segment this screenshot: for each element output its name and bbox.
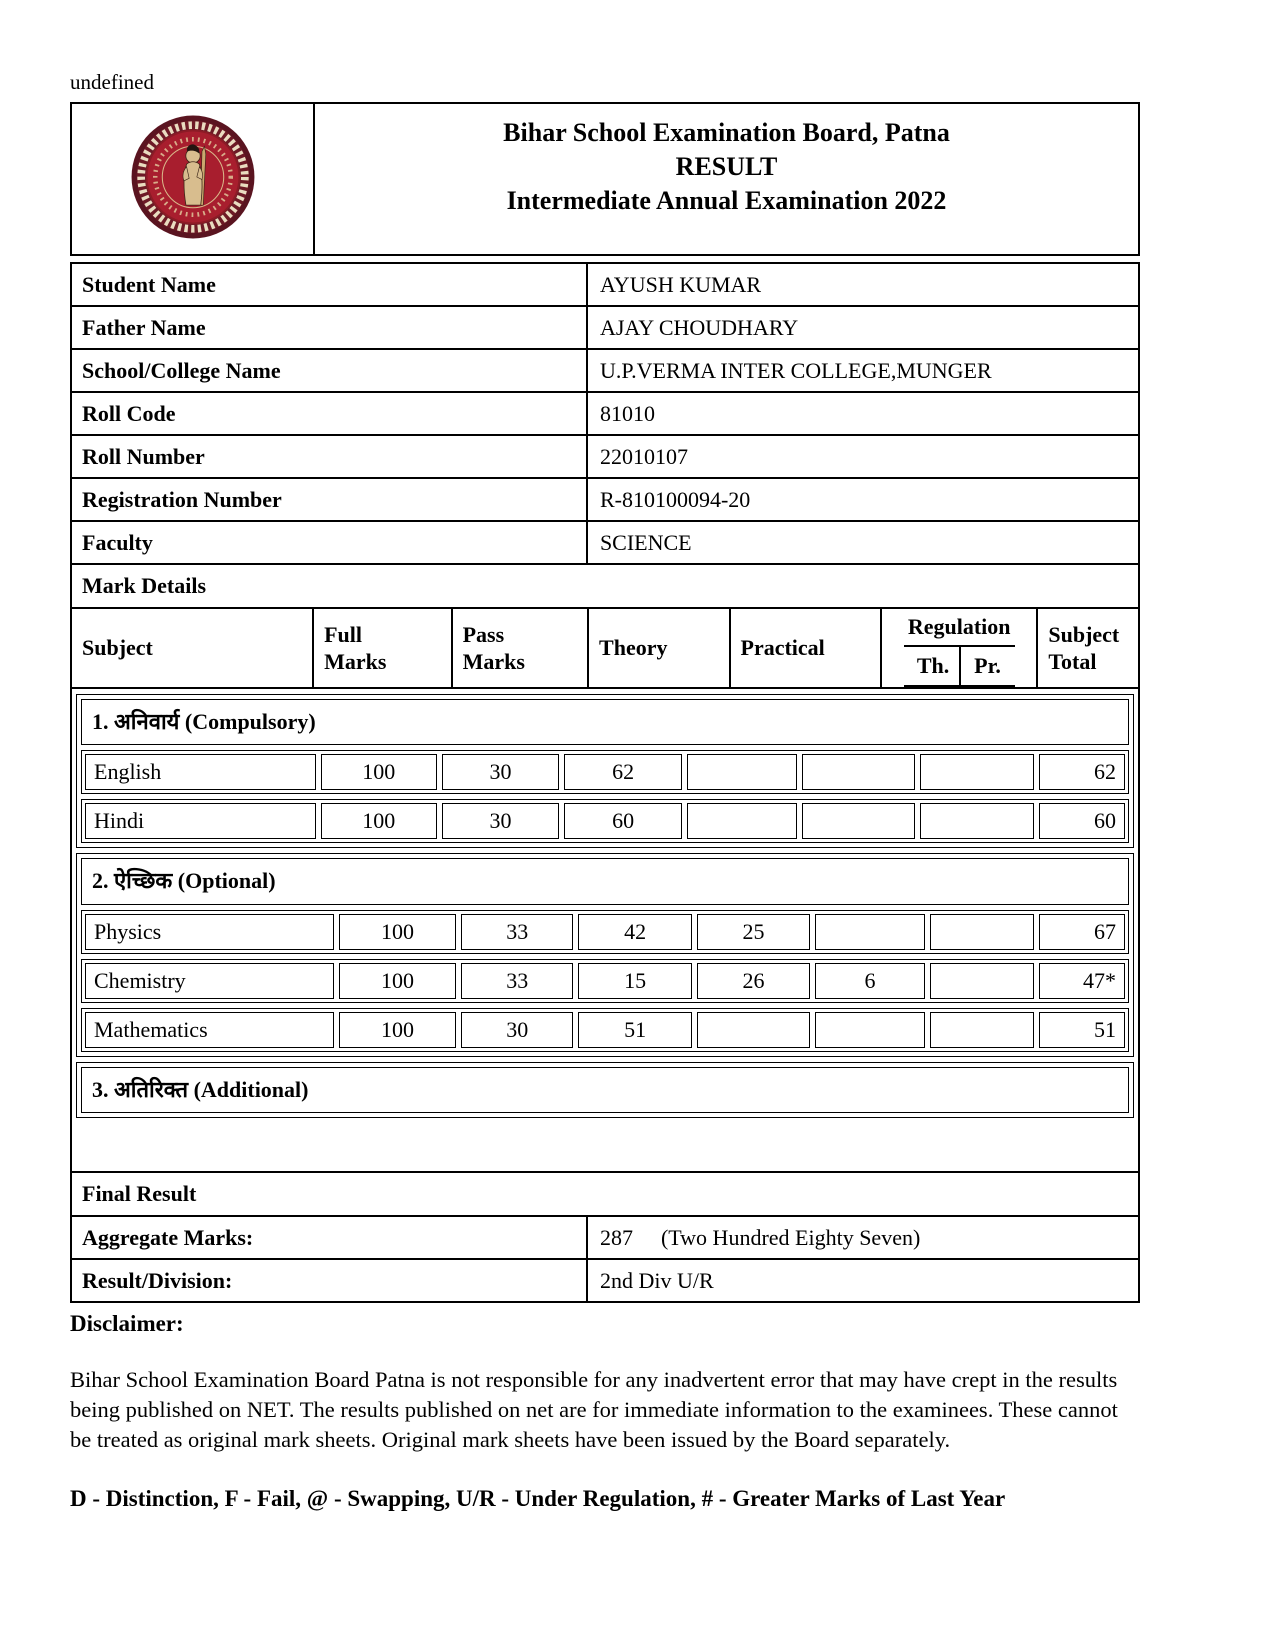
subject-cell: Hindi <box>85 803 316 839</box>
col-theory: Theory <box>589 609 730 687</box>
col-subject: Subject <box>72 609 314 687</box>
disclaimer-text: Bihar School Examination Board Patna is not responsible for any inadvertent error that may have crept in the results being published on NET. The results published on net are for immediate information to the examinees. These cannot be treated as original mark sheets. Original mark sheets have been issued by the Board separately. <box>70 1367 1118 1453</box>
mark-row-hindi <box>81 799 1129 843</box>
aggregate-number: 287 <box>599 1224 633 1250</box>
aggregate-in-words: (Two Hundred Eighty Seven) <box>660 1224 921 1250</box>
theory-cell: 62 <box>564 754 682 790</box>
registration-number-row <box>72 479 1138 522</box>
final-result-heading: Final Result <box>72 1173 1138 1217</box>
regulation-pr-label: Pr. <box>974 653 1001 678</box>
reg-th-cell <box>815 1012 925 1048</box>
student-name-label: Student Name <box>72 264 588 305</box>
faculty-label: Faculty <box>72 522 588 563</box>
pass-marks-cell: 33 <box>461 914 573 950</box>
section-additional-title: 3. अतिरिक्त (Additional) <box>81 1067 1129 1113</box>
col-regulation <box>882 609 1038 687</box>
col-subject-total: Subject Total <box>1048 621 1120 674</box>
full-marks-cell: 100 <box>339 1012 456 1048</box>
roll-number-value: 22010107 <box>599 443 688 469</box>
practical-cell: 25 <box>697 914 810 950</box>
registration-number-label: Registration Number <box>72 479 588 520</box>
theory-cell: 51 <box>578 1012 691 1048</box>
father-name-value: AJAY CHOUDHARY <box>599 314 799 340</box>
full-marks-cell: 100 <box>321 754 437 790</box>
subject-total-cell: 60 <box>1039 803 1125 839</box>
aggregate-marks-row <box>72 1217 1138 1260</box>
roll-code-value: 81010 <box>599 400 655 426</box>
reg-th-cell <box>802 803 915 839</box>
mark-row-chemistry <box>81 959 1129 1003</box>
disclaimer-heading: Disclaimer: <box>70 1311 184 1337</box>
practical-cell: 26 <box>697 963 810 999</box>
pass-marks-cell: 30 <box>461 1012 573 1048</box>
practical-cell <box>697 1012 810 1048</box>
theory-cell: 15 <box>578 963 691 999</box>
theory-cell: 60 <box>564 803 682 839</box>
board-header <box>70 102 1140 256</box>
father-name-row <box>72 307 1138 350</box>
practical-cell <box>687 803 797 839</box>
reg-pr-cell <box>920 803 1033 839</box>
roll-code-label: Roll Code <box>72 393 588 434</box>
student-name-row <box>72 264 1138 307</box>
student-name-value: AYUSH KUMAR <box>599 271 762 297</box>
reg-pr-cell <box>930 963 1034 999</box>
subject-total-cell: 67 <box>1039 914 1125 950</box>
result-division-row <box>72 1260 1138 1301</box>
section-optional-title: 2. ऐच्छिक (Optional) <box>81 858 1129 904</box>
regulation-th-label: Th. <box>904 647 961 685</box>
reg-th-cell: 6 <box>815 963 925 999</box>
page-top-text: undefined <box>70 70 154 94</box>
col-full-marks: Full Marks <box>314 609 452 687</box>
col-pass-marks: Pass Marks <box>453 609 589 687</box>
school-name-label: School/College Name <box>72 350 588 391</box>
exam-name: Intermediate Annual Examination 2022 <box>506 185 947 215</box>
reg-pr-cell <box>920 754 1033 790</box>
board-seal-icon <box>129 113 257 246</box>
board-title-block <box>315 104 1138 254</box>
registration-number-value: R-810100094-20 <box>599 486 751 512</box>
practical-cell <box>687 754 797 790</box>
faculty-value: SCIENCE <box>599 529 692 555</box>
roll-code-row <box>72 393 1138 436</box>
theory-cell: 42 <box>578 914 691 950</box>
spacer-row <box>72 1123 1138 1173</box>
mark-row-physics <box>81 910 1129 954</box>
full-marks-cell: 100 <box>339 963 456 999</box>
subject-total-cell: 62 <box>1039 754 1125 790</box>
subject-cell: Chemistry <box>85 963 334 999</box>
section-optional <box>76 853 1134 1056</box>
grade-legend: D - Distinction, F - Fail, @ - Swapping, U/R - Under Regulation, # - Greater Marks of Last Year <box>70 1485 1006 1511</box>
regulation-label: Regulation <box>904 609 1015 647</box>
full-marks-cell: 100 <box>321 803 437 839</box>
mark-row-mathematics <box>81 1008 1129 1052</box>
subject-total-cell: 47* <box>1039 963 1125 999</box>
school-name-value: U.P.VERMA INTER COLLEGE,MUNGER <box>599 357 992 383</box>
result-division-label: Result/Division: <box>72 1260 588 1301</box>
marks-header-row <box>72 609 1138 689</box>
aggregate-marks-label: Aggregate Marks: <box>72 1217 588 1258</box>
mark-details-heading: Mark Details <box>72 565 1138 609</box>
result-label: RESULT <box>675 151 778 181</box>
pass-marks-cell: 30 <box>442 754 559 790</box>
section-compulsory <box>76 694 1134 848</box>
result-table <box>70 262 1140 1303</box>
result-division-value: 2nd Div U/R <box>599 1267 714 1293</box>
reg-pr-cell <box>930 1012 1034 1048</box>
col-practical: Practical <box>731 609 882 687</box>
reg-th-cell <box>802 754 915 790</box>
subject-cell: Mathematics <box>85 1012 334 1048</box>
subject-cell: English <box>85 754 316 790</box>
board-name: Bihar School Examination Board, Patna <box>503 118 950 147</box>
school-name-row <box>72 350 1138 393</box>
pass-marks-cell: 33 <box>461 963 573 999</box>
subject-total-cell: 51 <box>1039 1012 1125 1048</box>
board-logo-cell <box>72 104 315 254</box>
subject-cell: Physics <box>85 914 334 950</box>
father-name-label: Father Name <box>72 307 588 348</box>
result-sheet <box>70 70 1140 1514</box>
roll-number-label: Roll Number <box>72 436 588 477</box>
section-additional <box>76 1062 1134 1118</box>
reg-pr-cell <box>930 914 1034 950</box>
section-compulsory-title: 1. अनिवार्य (Compulsory) <box>81 699 1129 745</box>
mark-row-english <box>81 750 1129 794</box>
roll-number-row <box>72 436 1138 479</box>
full-marks-cell: 100 <box>339 914 456 950</box>
aggregate-marks-value <box>588 1217 1138 1258</box>
pass-marks-cell: 30 <box>442 803 559 839</box>
faculty-row <box>72 522 1138 565</box>
reg-th-cell <box>815 914 925 950</box>
